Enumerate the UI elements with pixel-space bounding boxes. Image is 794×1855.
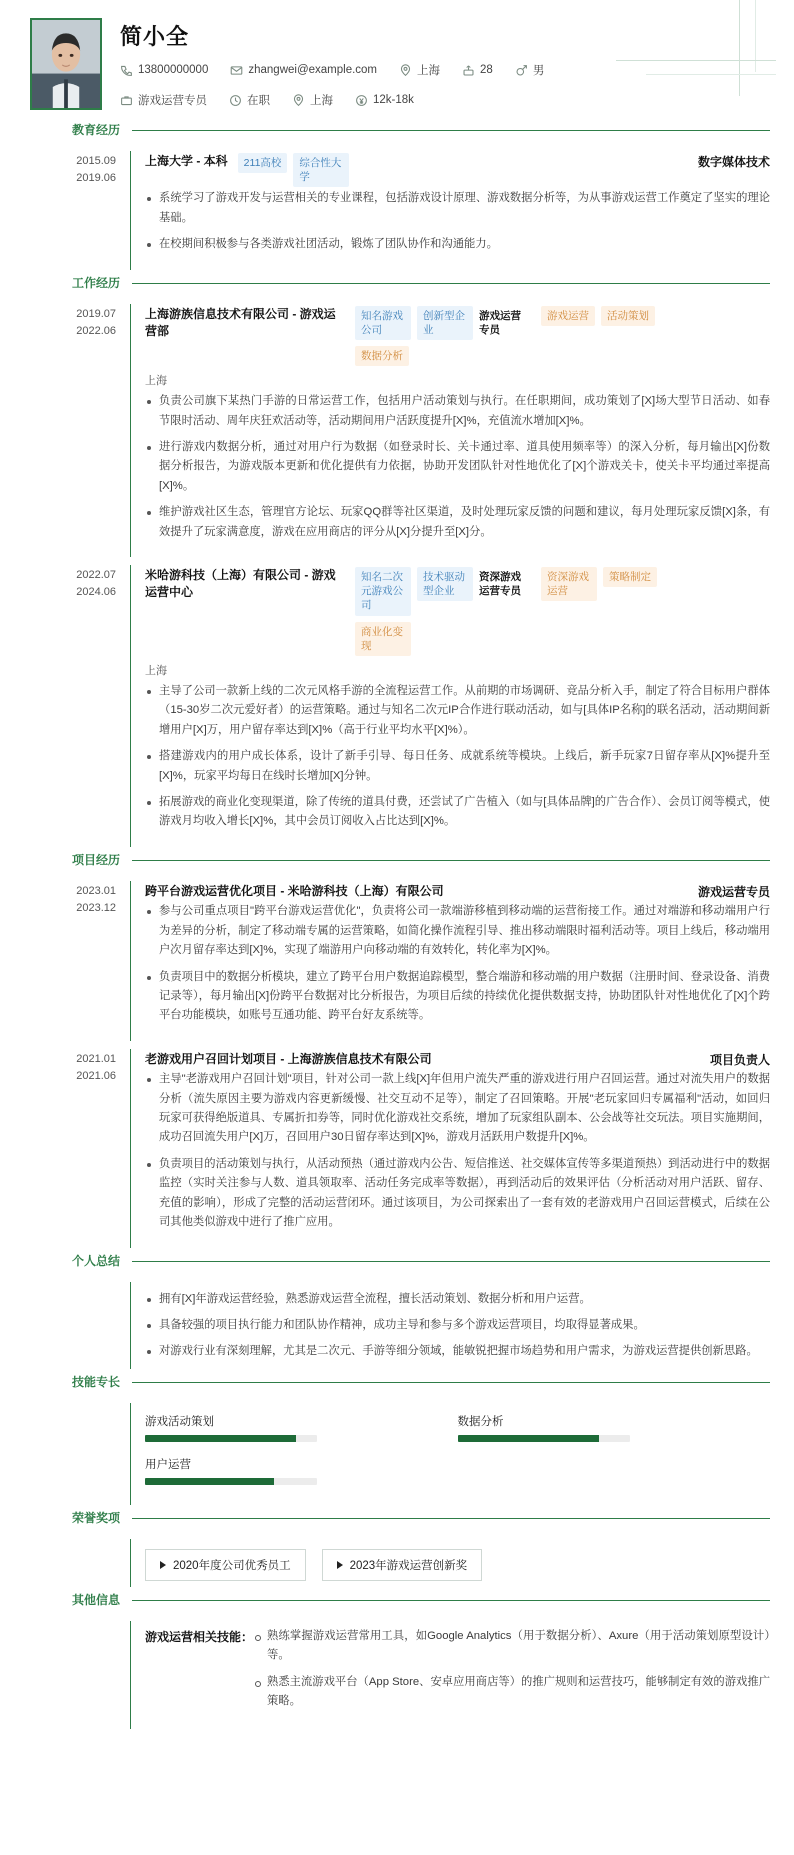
work-entry [145,304,770,557]
section-title-summary: 个人总结 [71,1253,120,1268]
work-bullets [145,682,770,832]
skills-date-placeholder [0,1403,130,1505]
list-item: 熟悉主流游戏平台（App Store、安卓应用商店等）的推广规则和运营技巧，能够制定有效的游戏推广策略。 [253,1673,770,1712]
section-summary [0,1252,794,1373]
work-entry [145,565,770,847]
page-title: 简小全 [120,24,190,49]
tag: 知名二次元游戏公司 [355,567,411,616]
list-item: 具备较强的项目执行能力和团队协作精神，成功主导和参与多个游戏运营项目，均取得显著成果。 [145,1316,770,1335]
tag: 活动策划 [601,306,655,326]
skill-bar [145,1478,317,1485]
education-bullets [145,189,770,254]
meta-job-title [120,92,207,108]
list-item: 进行游戏内数据分析，通过对用户行为数据（如登录时长、关卡通过率、道具使用频率等）的深入分析，每月输出[X]份数据分析报告，为游戏版本更新和优化提供有力依据，协助开发团队针对性地优化了[X]个游戏关卡，使关卡平均通过率提高[X]%。 [145,438,770,496]
cake-icon [462,64,475,77]
list-item: 负责公司旗下某热门手游的日常运营工作，包括用户活动策划与执行。在任职期间，成功策划了[X]场大型节日活动、如春节限时活动、周年庆狂欢活动等，活动期间用户活跃度提升[X]%，充值流水增加[X]%。 [145,392,770,431]
honor-item[interactable] [145,1549,306,1581]
date-end: 2019.06 [76,172,116,185]
skill-bar-fill [145,1478,274,1485]
gender-icon [515,64,528,77]
section-title-education: 教育经历 [71,123,120,137]
skill-label: 游戏活动策划 [145,1415,214,1428]
list-item: 对游戏行业有深刻理解，尤其是二次元、手游等细分领域，能敏锐把握市场趋势和用户需求，为游戏运营提供创新思路。 [145,1342,770,1361]
resume-header [0,0,794,121]
tag: 资深游戏运营专员 [479,571,521,598]
section-title-honors: 荣誉奖项 [71,1510,120,1525]
honor-item[interactable] [322,1549,483,1581]
summary-bullets [145,1284,770,1362]
location-icon [399,64,412,77]
meta-job-title-text: 游戏运营专员 [138,95,207,107]
list-item: 拥有[X]年游戏运营经验，熟悉游戏运营全流程，擅长活动策划、数据分析和用户运营。 [145,1290,770,1309]
meta-work-city-text: 上海 [310,95,333,107]
date-start: 2021.01 [76,1052,116,1065]
play-triangle-icon [337,1561,343,1569]
skill-bar [145,1435,317,1442]
honors-list [145,1539,770,1587]
meta-salary [355,94,414,107]
list-item: 主导了公司一款新上线的二次元风格手游的全流程运营工作。从前期的市场调研、竞品分析入手，制定了符合目标用户群体（15-30岁二次元爱好者）的运营策略。通过与知名二次元IP合作进行联动活动，如与[具体IP名称]的联名活动，活动期间新增用户[X]万，用户留存率达到[X]%（高于行业平均水平[X]%）。 [145,682,770,740]
skill-bar-fill [145,1435,296,1442]
date-start: 2019.07 [76,307,116,320]
meta-work-city [292,92,333,108]
skill-label: 用户运营 [145,1458,191,1471]
work-location: 上海 [145,664,167,677]
tag: 数据分析 [355,346,409,366]
project-date-2 [0,1049,130,1248]
section-education [0,121,794,274]
honors-date-placeholder [0,1539,130,1587]
education-entry [145,151,770,270]
section-title-skills: 技能专长 [71,1374,120,1389]
section-title-work: 工作经历 [71,275,120,290]
salary-icon [355,94,368,107]
date-end: 2021.06 [76,1069,116,1082]
project-entry [145,1049,770,1248]
date-start: 2015.09 [76,155,116,167]
education-major: 数字媒体技术 [697,155,770,169]
date-start: 2022.07 [76,569,116,582]
date-end: 2024.06 [76,586,116,599]
education-tags [238,153,350,187]
tag: 游戏运营专员 [479,309,521,336]
section-skills [0,1373,794,1509]
meta-email-text: zhangwei@example.com [248,64,378,76]
avatar [30,18,102,110]
list-item: 在校期间积极参与各类游戏社团活动，锻炼了团队协作和沟通能力。 [145,235,770,254]
meta-phone [120,64,208,77]
work-date-1 [0,304,130,557]
phone-icon [120,64,133,77]
briefcase-icon [120,94,133,107]
contact-meta-row-2 [120,92,770,111]
tag: 综合性大学 [293,153,349,187]
other-block [145,1621,770,1729]
skill-bar [458,1435,630,1442]
education-date [0,151,130,270]
mail-icon [230,64,243,77]
meta-job-status-text: 在职 [247,95,270,107]
work-tags [355,306,685,367]
list-item: 参与公司重点项目"跨平台游戏运营优化"，负责将公司一款端游移植到移动端的运营衔接工作。通过对端游和移动端用户行为差异的分析，制定了移动端专属的运营策略，如简化操作流程引导、推出移动端限时福利活动等。项目上线后，移动端用户次月留存率达到[X]%，实现了端游用户向移动端的有效转化，转化率为[X]%。 [145,902,770,960]
education-school: 上海大学 - 本科 [145,154,228,168]
project-entry [145,881,770,1041]
meta-city-text: 上海 [417,65,441,77]
list-item: 拓展游戏的商业化变现渠道，除了传统的道具付费，还尝试了广告植入（如与[具体品牌]的广告合作）、会员订阅等模式，使游戏月均收入增长[X]%，其中会员订阅收入占比达到[X]%。 [145,793,770,832]
meta-job-status [229,92,270,108]
skill-item [145,1456,458,1485]
project-role: 项目负责人 [709,1052,770,1067]
meta-gender-text: 男 [532,65,545,77]
tag: 211高校 [238,153,288,173]
section-title-other: 其他信息 [71,1592,120,1607]
project-name: 老游戏用户召回计划项目 - 上海游族信息技术有限公司 [145,1051,432,1066]
play-triangle-icon [160,1561,166,1569]
honor-label: 2023年游戏运营创新奖 [349,1559,468,1572]
date-end: 2023.12 [76,901,116,914]
list-item: 负责项目的活动策划与执行，从活动预热（通过游戏内公告、短信推送、社交媒体宣传等多渠道预热）到活动进行中的数据监控（实时关注参与人数、道具领取率、活动任务完成率等数据），再到活动后的效果评估（分析活动对用户活跃、留存、充值的影响），形成了完整的活动运营闭环。通过该项目，为公司探索出了一套有效的老游戏用户召回运营模式，后续在公司其他类似游戏中进行了推广应用。 [145,1155,770,1233]
work-date-2 [0,565,130,847]
list-item: 系统学习了游戏开发与运营相关的专业课程，包括游戏设计原理、游戏数据分析等，为从事游戏运营工作奠定了坚实的理论基础。 [145,189,770,228]
meta-city [399,62,440,78]
section-project [0,851,794,1252]
list-item: 搭建游戏内的用户成长体系，设计了新手引导、每日任务、成就系统等模块。上线后，新手玩家7日留存率从[X]%提升至[X]%，玩家平均每日在线时长增加[X]分钟。 [145,747,770,786]
work-company: 上海游族信息技术有限公司 - 游戏运营部 [145,306,336,338]
meta-email [230,64,377,77]
section-title-project: 项目经历 [71,852,120,867]
date-end: 2022.06 [76,324,116,337]
list-item: 主导"老游戏用户召回计划"项目，针对公司一款上线[X]年但用户流失严重的游戏进行用户召回运营。通过对流失用户的数据分析（流失原因主要为游戏内容更新缓慢、社交互动不足等），制定了召回策略。开展"老玩家回归专属福利"活动，如回归玩家可获得绝版道具、专属折扣券等，同时优化游戏社交系统，增加了玩家组队副本、公会战等社交玩法。项目实施期间，成功召回流失用户[X]万，召回用户30日留存率达到[X]%，游戏月活跃用户数提升[X]%。 [145,1070,770,1148]
summary-date-placeholder [0,1282,130,1369]
tag: 创新型企业 [417,306,473,340]
tag: 资深游戏运营 [541,567,597,601]
meta-gender [515,62,545,78]
contact-meta-row-1 [120,62,770,81]
work-company: 米哈游科技（上海）有限公司 - 游戏运营中心 [145,568,336,600]
tag: 商业化变现 [355,622,411,656]
meta-salary-text: 12k-18k [373,94,414,106]
meta-age-text: 28 [480,64,493,76]
other-list [253,1627,770,1719]
work-location: 上海 [145,375,167,388]
tag: 知名游戏公司 [355,306,411,340]
meta-phone-text: 13800000000 [138,64,209,76]
other-label: 游戏运营相关技能： [145,1629,254,1644]
project-name: 跨平台游戏运营优化项目 - 米哈游科技（上海）有限公司 [145,883,444,898]
other-date-placeholder [0,1621,130,1729]
meta-age [462,64,493,77]
skill-item [145,1413,458,1442]
tag: 游戏运营 [541,306,595,326]
list-item: 熟练掌握游戏运营常用工具，如Google Analytics（用于数据分析）、Axure（用于活动策划原型设计）等。 [253,1627,770,1666]
project-bullets [145,1070,770,1232]
project-bullets [145,902,770,1026]
list-item: 负责项目中的数据分析模块，建立了跨平台用户数据追踪模型，整合端游和移动端的用户数据（注册时间、登录设备、消费记录等），每月输出[X]份跨平台数据对比分析报告，为项目后续的持续优化提供数据支持，协助团队针对性地优化了[X]个跨平台功能模块，如账号互通功能、跨平台好友系统等。 [145,968,770,1026]
list-item: 维护游戏社区生态，管理官方论坛、玩家QQ群等社区渠道，及时处理玩家反馈的问题和建议，每月处理玩家反馈[X]条，有效提升了玩家满意度，游戏在应用商店的评分从[X]分提升至[X]分。 [145,503,770,542]
section-work [0,274,794,851]
skill-bar-fill [458,1435,599,1442]
skill-item [458,1413,771,1442]
section-honors [0,1509,794,1591]
date-start: 2023.01 [76,884,116,897]
honor-label: 2020年度公司优秀员工 [173,1559,291,1572]
skills-grid [145,1403,770,1505]
status-icon [229,94,242,107]
section-other [0,1591,794,1733]
skill-label: 数据分析 [457,1415,504,1428]
location-icon [292,94,305,107]
project-role: 游戏运营专员 [697,884,770,899]
work-bullets [145,392,770,542]
project-date-1 [0,881,130,1041]
tag: 技术驱动型企业 [417,567,473,601]
tag: 策略制定 [603,567,657,587]
work-tags [355,567,685,656]
